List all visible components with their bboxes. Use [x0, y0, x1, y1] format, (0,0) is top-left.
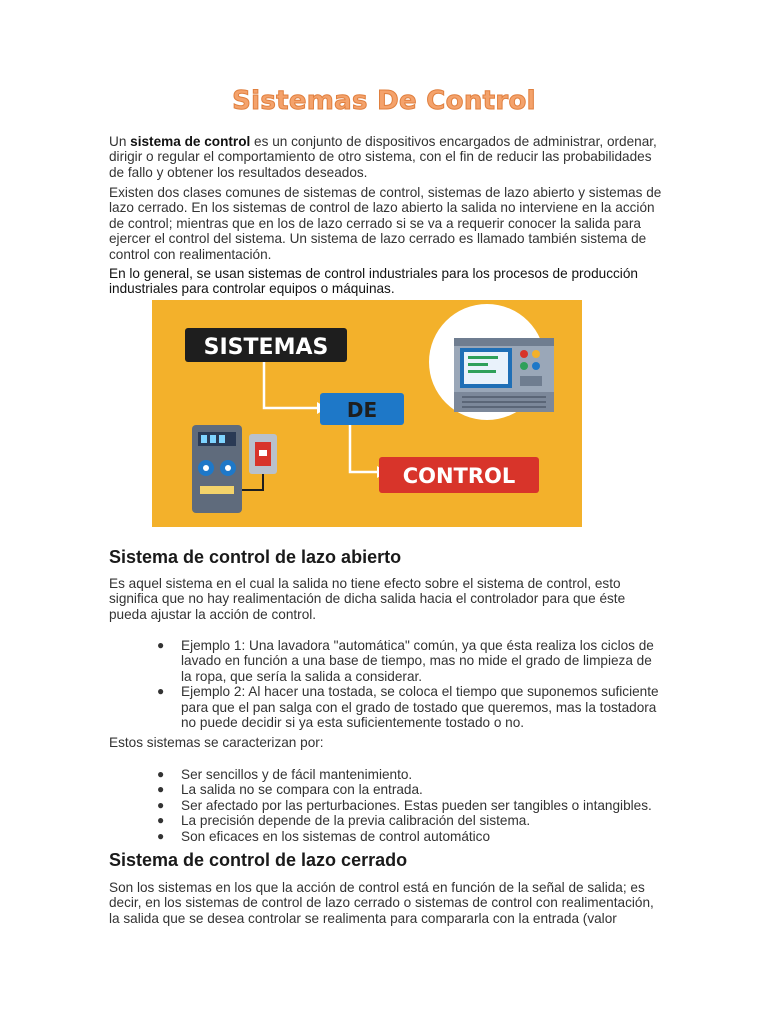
open-loop-paragraph: Es aquel sistema en el cual la salida no tiene efecto sobre el sistema de control, esto significa que no hay realimentación de dicha salida hacia el controlador para que éste pueda ajustar la acción de control. [109, 576, 626, 622]
list-item: ● Son eficaces en los sistemas de control automático [157, 828, 491, 844]
heading-open-loop: Sistema de control de lazo abierto [109, 547, 402, 567]
bullet-icon: ● [157, 638, 165, 652]
label-control: CONTROL [402, 464, 516, 488]
list-item: ● Ejemplo 2: Al hacer una tostada, se coloca el tiempo que suponemos suficiente para que el pan salga con el grado de tostado que queremos, mas la tostadora no puede decidir si ya esta suficientemente tostado o no. [157, 684, 659, 731]
intro-pre: Un [109, 134, 131, 149]
closed-loop-paragraph: Son los sistemas en los que la acción de control está en función de la señal de salida; es decir, en los sistemas de control de lazo cerrado o sistemas de control con realimentación, la salida que se desea controlar se realimenta para compararla con la entrada (valor [109, 880, 654, 926]
bullet-icon: ● [157, 813, 165, 828]
intro-post: es un conjunto de dispositivos encargados de administrar, ordenar, dirigir o regular el comportamiento de otro sistema, con el fin de reducir las probabilidades de fallo y obtener los resultados deseados. [109, 134, 657, 180]
traits-intro: Estos sistemas se caracterizan por: [109, 735, 324, 750]
intro-paragraph [109, 134, 664, 180]
label-de: DE [346, 398, 378, 422]
list-item: ● Ser afectado por las perturbaciones. Estas pueden ser tangibles o intangibles. [157, 797, 652, 813]
hero-svg [152, 300, 582, 527]
bullet-icon: ● [157, 684, 165, 699]
label-sistemas: SISTEMAS [203, 335, 329, 360]
bullet-icon: ● [157, 828, 165, 843]
machine-icon [454, 338, 554, 412]
examples-list [157, 638, 662, 730]
intro-bold-term: sistema de control [130, 134, 251, 149]
traits-list [157, 767, 662, 844]
bullet-icon: ● [157, 767, 165, 781]
list-item: ● Ejemplo 1: Una lavadora "automática" común, ya que ésta realiza los ciclos de lavado en función a una base de tiempo, mas no mide el grado de limpieza de la ropa, que sería la salida a considerar. [157, 638, 654, 684]
bullet-icon: ● [157, 797, 165, 812]
page-title: Sistemas De Control [232, 86, 536, 116]
classes-paragraph: Existen dos clases comunes de sistemas de control, sistemas de lazo abierto y sistemas de lazo cerrado. En los sistemas de control de lazo abierto la salida no interviene en la acción de control; mientras que en los de lazo cerrado si se va a requerir conocer la salida para ejercer el control del sistema. Un sistema de lazo cerrado es llamado también sistema de control con realimentación. [109, 185, 662, 262]
bullet-icon: ● [157, 782, 165, 797]
heading-closed-loop: Sistema de control de lazo cerrado [109, 850, 408, 870]
list-item: ● La precisión depende de la previa calibración del sistema. [157, 813, 531, 829]
list-item: ● Ser sencillos y de fácil mantenimiento. [157, 767, 413, 782]
hero-illustration [152, 300, 582, 527]
list-item: ● La salida no se compara con la entrada. [157, 782, 423, 798]
industrial-paragraph: En lo general, se usan sistemas de control industriales para los procesos de producción industriales para controlar equipos o máquinas. [109, 266, 638, 297]
